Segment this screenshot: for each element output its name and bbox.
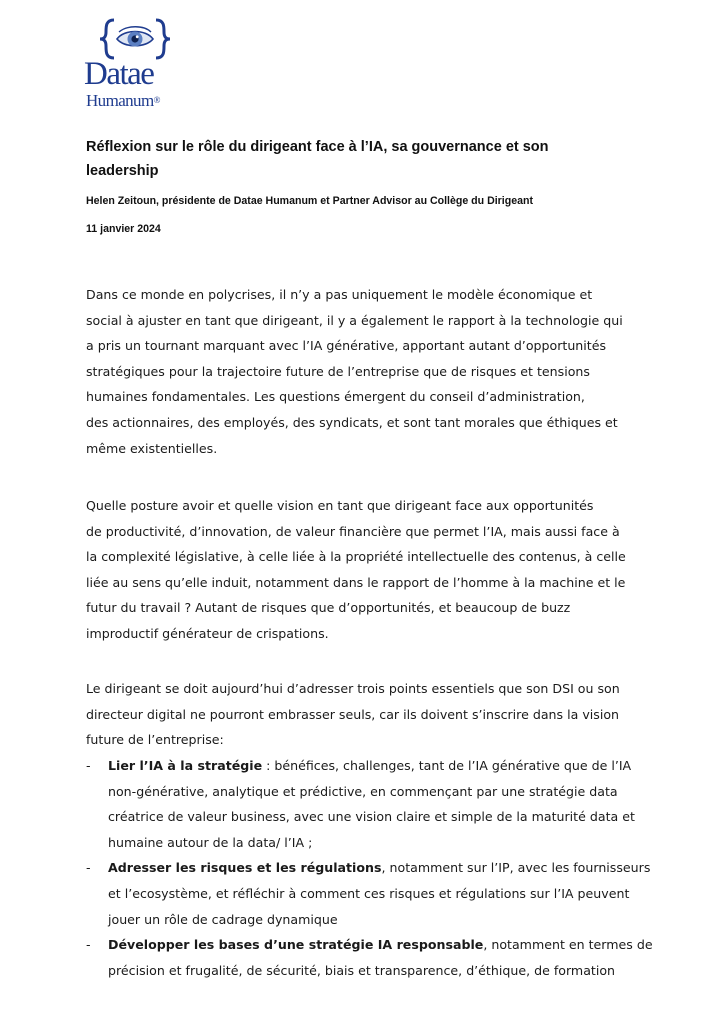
text-line: liée au sens qu’elle induit, notamment dans le rapport de l’homme à la machine et le: [86, 574, 626, 590]
key-points-list: [86, 753, 666, 983]
paragraph-1: [86, 282, 646, 461]
text-line: créatrice de valeur business, avec une vision claire et simple de la maturité data et: [108, 809, 635, 825]
publication-date: 11 janvier 2024: [86, 223, 161, 235]
text-line: et l’ecosystème, et réfléchir à comment ces risques et régulations sur l’IA peuvent: [108, 885, 630, 901]
title-line: leadership: [86, 163, 159, 179]
text-line: humaines fondamentales. Les questions émergent du conseil d’administration,: [86, 389, 585, 405]
text-line: jouer un rôle de cadrage dynamique: [108, 911, 338, 927]
text-line: directeur digital ne pourront embrasser seuls, car ils doivent s’inscrire dans la vision: [86, 706, 620, 722]
text-line: même existentielles.: [86, 440, 218, 456]
logo-word-humanum: [86, 92, 160, 109]
text-line: Dans ce monde en polycrises, il n’y a pas uniquement le modèle économique et: [86, 287, 593, 302]
text-line: futur du travail ? Autant de risques que d’opportunités, et beaucoup de buzz: [86, 600, 571, 616]
registered-mark: ®: [153, 95, 160, 105]
text-line: [108, 753, 666, 779]
text-line: social à ajuster en tant que dirigeant, il y a également le rapport à la technologie qui: [86, 312, 623, 328]
author-line: Helen Zeitoun, présidente de Datae Humanum et Partner Advisor au Collège du Dirigeant: [86, 195, 533, 207]
bullet-dash: -: [86, 860, 91, 876]
bullet-dash: -: [86, 758, 91, 773]
logo-word-humanum-text: Humanum: [86, 91, 154, 110]
text-line: Le dirigeant se doit aujourd’hui d’adresser trois points essentiels que son DSI ou son: [86, 681, 620, 696]
text-line: [108, 932, 666, 958]
bullet-text: , notamment en termes de: [483, 937, 653, 953]
title-line: Réflexion sur le rôle du dirigeant face à l’IA, sa gouvernance et son: [86, 139, 549, 155]
bullet-heading: Lier l’IA à la stratégie: [108, 758, 263, 773]
text-line: [108, 855, 666, 881]
list-item: [86, 753, 666, 855]
text-line: des actionnaires, des employés, des syndicats, et sont tant morales que éthiques et: [86, 414, 618, 430]
list-item: [86, 855, 666, 932]
bullet-text: : bénéfices, challenges, tant de l’IA générative que de l’IA: [262, 758, 632, 773]
text-line: humaine autour de la data/ l’IA ;: [108, 834, 313, 850]
text-line: de productivité, d’innovation, de valeur financière que permet l’IA, mais aussi face à: [86, 523, 620, 539]
text-line: stratégiques pour la trajectoire future de l’entreprise que de risques et tensions: [86, 363, 590, 379]
paragraph-3: [86, 676, 646, 753]
paragraph-2: [86, 493, 646, 647]
bullet-heading: Adresser les risques et les régulations: [108, 860, 382, 876]
logo-word-datae: Datae: [84, 56, 154, 92]
document-title: [86, 135, 646, 183]
text-line: improductif générateur de crispations.: [86, 625, 329, 641]
bullet-text: , notamment sur l’IP, avec les fournisseurs: [381, 860, 651, 876]
text-line: a pris un tournant marquant avec l’IA générative, apportant autant d’opportunités: [86, 338, 607, 354]
text-line: la complexité législative, à celle liée à la propriété intellectuelle des contenus, à celle: [86, 549, 626, 565]
datae-humanum-logo: [84, 16, 188, 112]
text-line: future de l’entreprise:: [86, 732, 224, 748]
text-line: Quelle posture avoir et quelle vision en tant que dirigeant face aux opportunités: [86, 498, 594, 513]
bullet-heading: Développer les bases d’une stratégie IA responsable: [108, 937, 484, 953]
list-item: [86, 932, 666, 983]
text-line: précision et frugalité, de sécurité, biais et transparence, d’éthique, de formation: [108, 962, 616, 978]
text-line: non-générative, analytique et prédictive, en commençant par une stratégie data: [108, 783, 618, 799]
bullet-dash: -: [86, 937, 91, 953]
